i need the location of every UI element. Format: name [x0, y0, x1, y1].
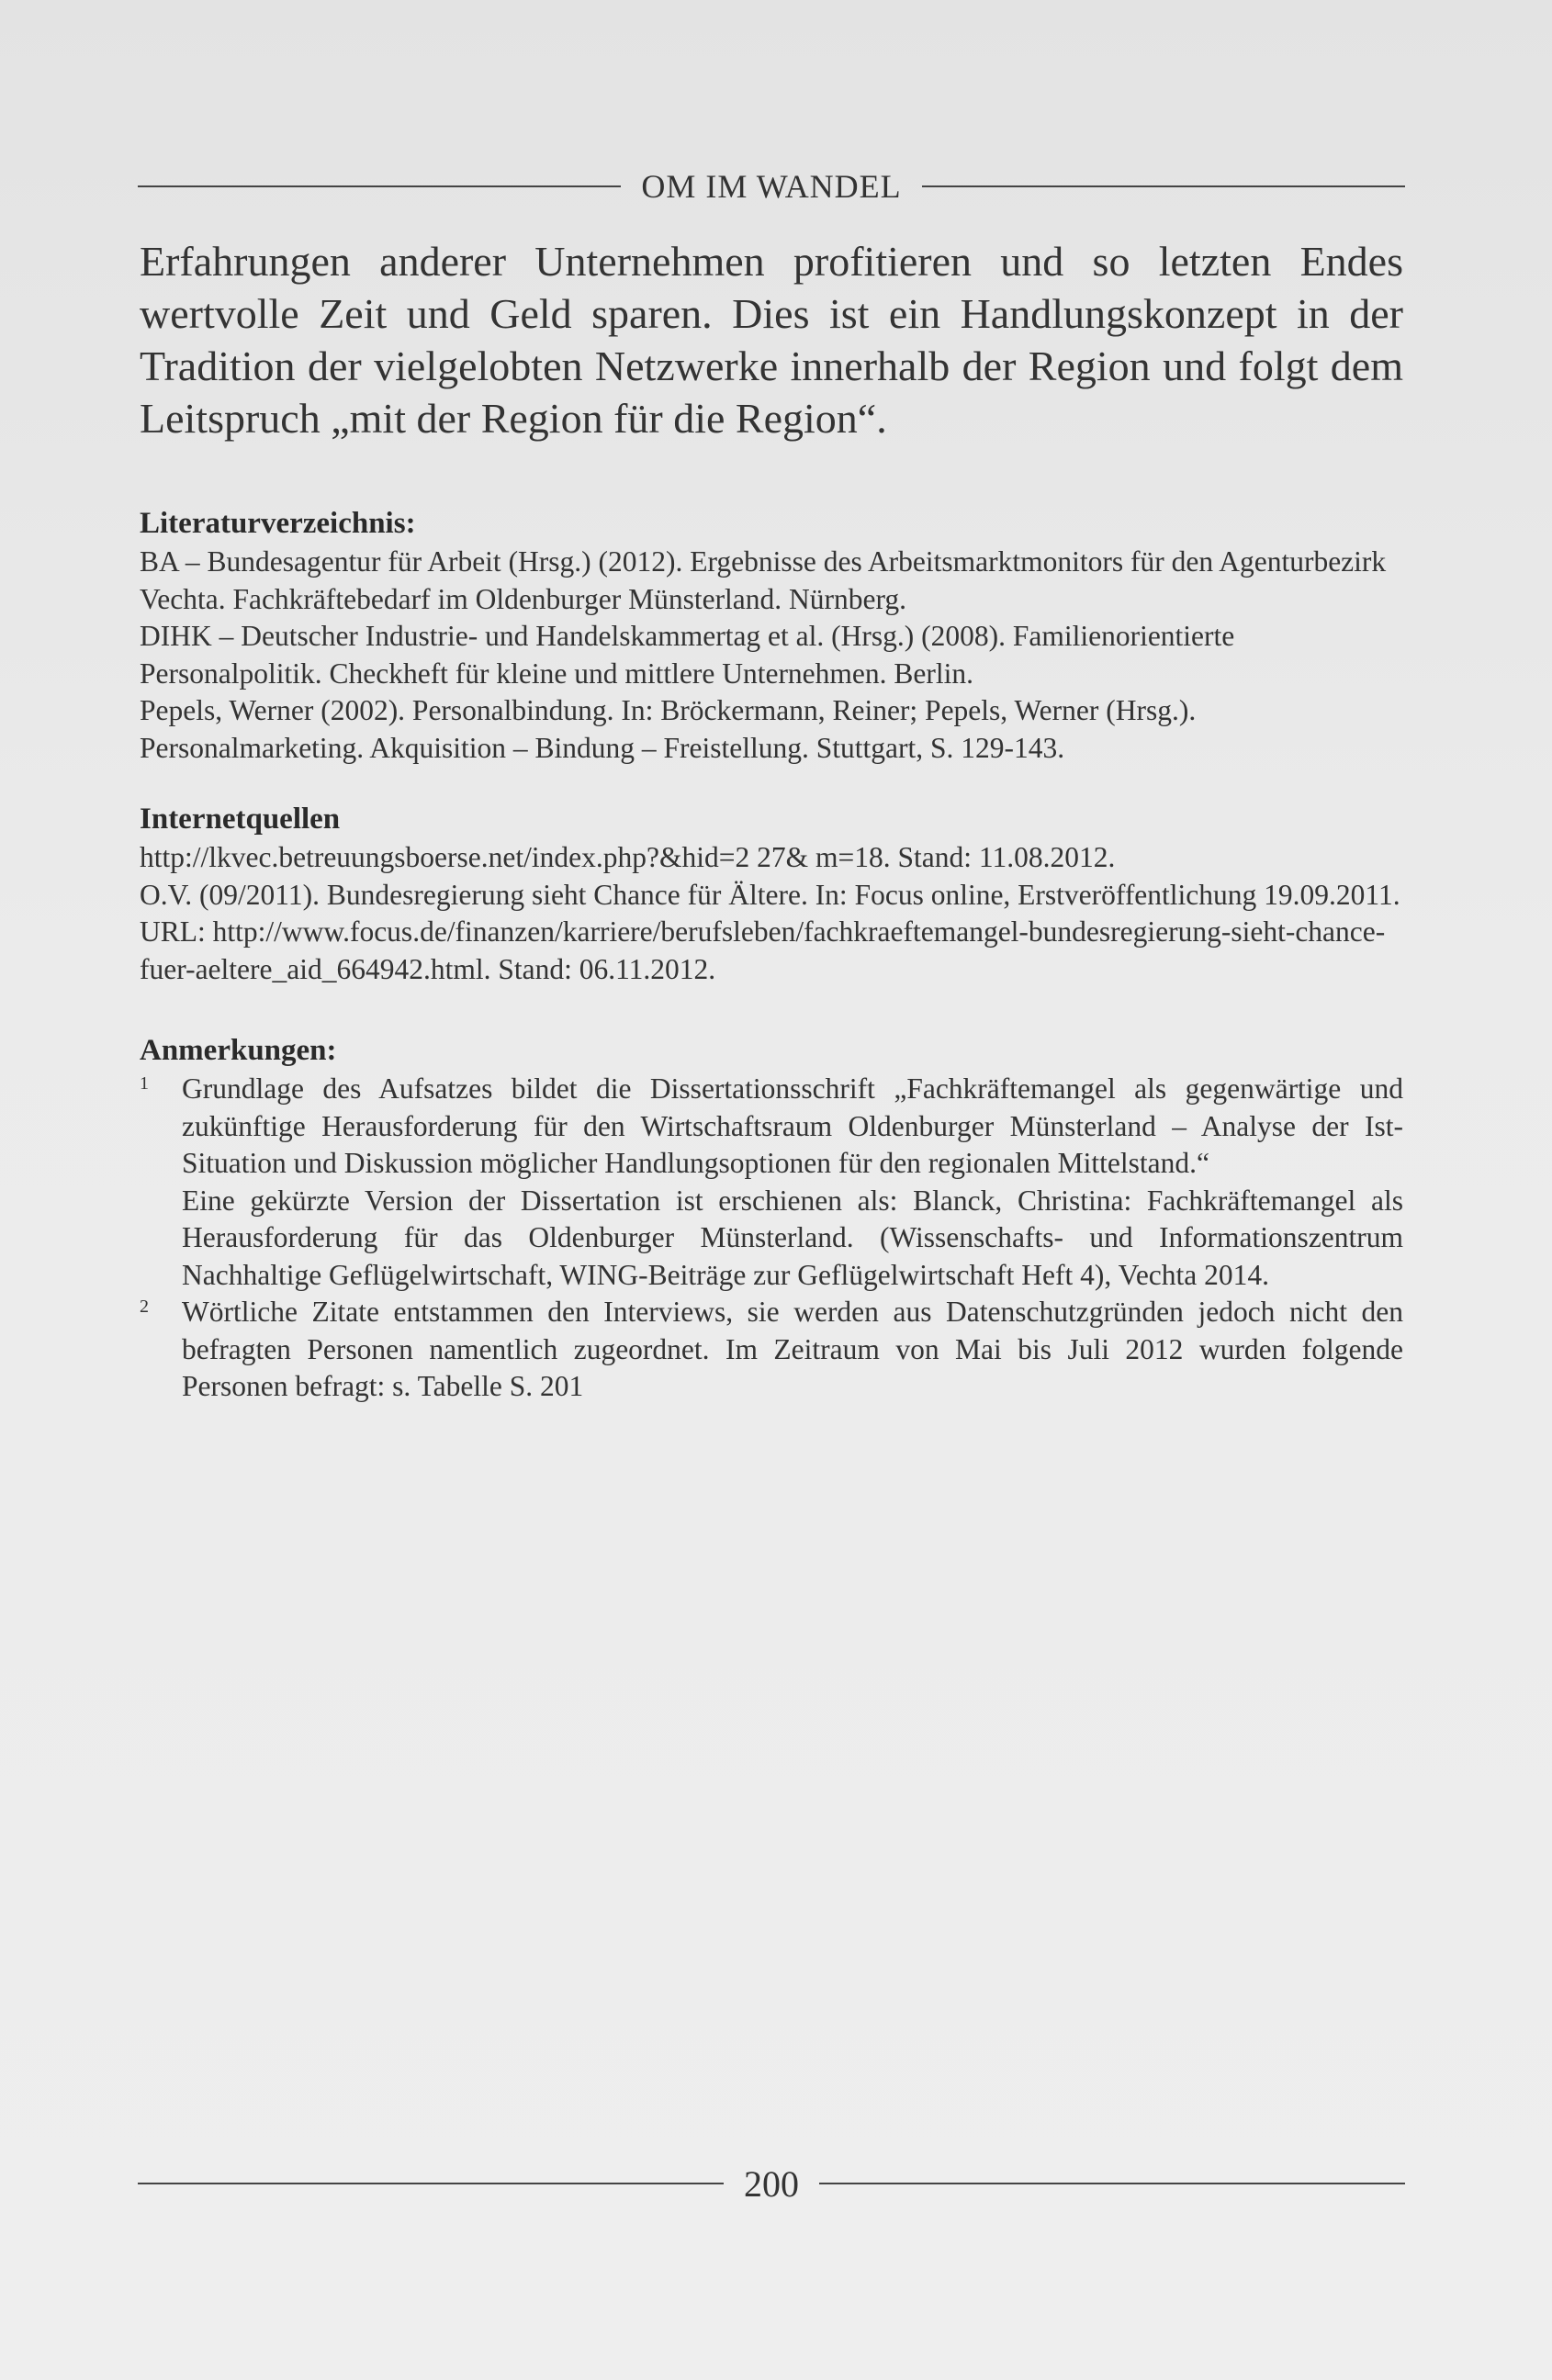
internet-entry: O.V. (09/2011). Bundesregierung sieht Chance für Ältere. In: Focus online, Erstveröffentlichung 19.09.2011. URL: http://www.focus.de/finanzen/karriere/berufsleben/fachkraeftemangel-bundesregierung-sieht-chance-fuer-aeltere_aid_664942.html. Stand: 06.11.2012. [140, 878, 1400, 985]
literature-entry: Pepels, Werner (2002). Personalbindung. In: Bröckermann, Reiner; Pepels, Werner (Hrsg.). Personalmarketing. Akquisition – Bindung – Freistellung. Stuttgart, S. 129-143. [140, 694, 1197, 764]
page-number: 200 [744, 2162, 799, 2205]
internet-entry: http://lkvec.betreuungsboerse.net/index.php?&hid=2 27& m=18. Stand: 11.08.2012. [140, 841, 1116, 873]
running-header [138, 163, 1405, 209]
footnote-number: 1 [140, 1073, 149, 1094]
running-title: OM IM WANDEL [641, 168, 902, 205]
notes-section [140, 1030, 1403, 1406]
literature-section [140, 503, 1403, 767]
footer-rule-right [819, 2183, 1405, 2184]
page-footer [138, 2156, 1405, 2211]
header-rule-right [922, 185, 1405, 187]
footnote [140, 1294, 1403, 1406]
footnote-number: 2 [140, 1297, 149, 1317]
footnote-paragraph: Eine gekürzte Version der Dissertation ist erschienen als: Blanck, Christina: Fachkräftemangel als Herausforderung für das Oldenburger Münsterland. (Wissenschafts- und Informationszentrum Nachhaltige Geflügelwirtschaft, WING-Beiträge zur Geflügelwirtschaft Heft 4), Vechta 2014. [182, 1184, 1403, 1291]
notes-heading: Anmerkungen: [140, 1034, 337, 1067]
footnote-paragraph: Grundlage des Aufsatzes bildet die Dissertationsschrift „Fachkräftemangel als gegenwärtige und zukünftige Herausforderung für den Wirtschaftsraum Oldenburger Münsterland – Analyse der Ist-Situation und Diskussion möglicher Handlungsoptionen für den regionalen Mittelstand.“ [182, 1072, 1403, 1179]
body-paragraph: Erfahrungen anderer Unternehmen profitieren und so letzten Endes wertvolle Zeit und Geld sparen. Dies ist ein Handlungskonzept in der Tradition der vielgelobten Netzwerke innerhalb der Region und folgt dem Leitspruch „mit der Region für die Region“. [140, 238, 1403, 442]
internet-heading: Internetquellen [140, 803, 341, 836]
footer-rule-left [138, 2183, 724, 2184]
literature-heading: Literaturverzeichnis: [140, 507, 416, 540]
footnote-paragraph: Wörtliche Zitate entstammen den Interviews, sie werden aus Datenschutzgründen jedoch nicht den befragten Personen namentlich zugeordnet. Im Zeitraum von Mai bis Juli 2012 wurden folgende Personen befragt: s. Tabelle S. 201 [182, 1296, 1403, 1402]
internet-sources-section [140, 799, 1403, 988]
header-rule-left [138, 185, 621, 187]
literature-entry: DIHK – Deutscher Industrie- und Handelskammertag et al. (Hrsg.) (2008). Familienorientierte Personalpolitik. Checkheft für kleine und mittlere Unternehmen. Berlin. [140, 620, 1235, 690]
footnote [140, 1071, 1403, 1294]
literature-entry: BA – Bundesagentur für Arbeit (Hrsg.) (2012). Ergebnisse des Arbeitsmarktmonitors für den Agenturbezirk Vechta. Fachkräftebedarf im Oldenburger Münsterland. Nürnberg. [140, 545, 1387, 615]
